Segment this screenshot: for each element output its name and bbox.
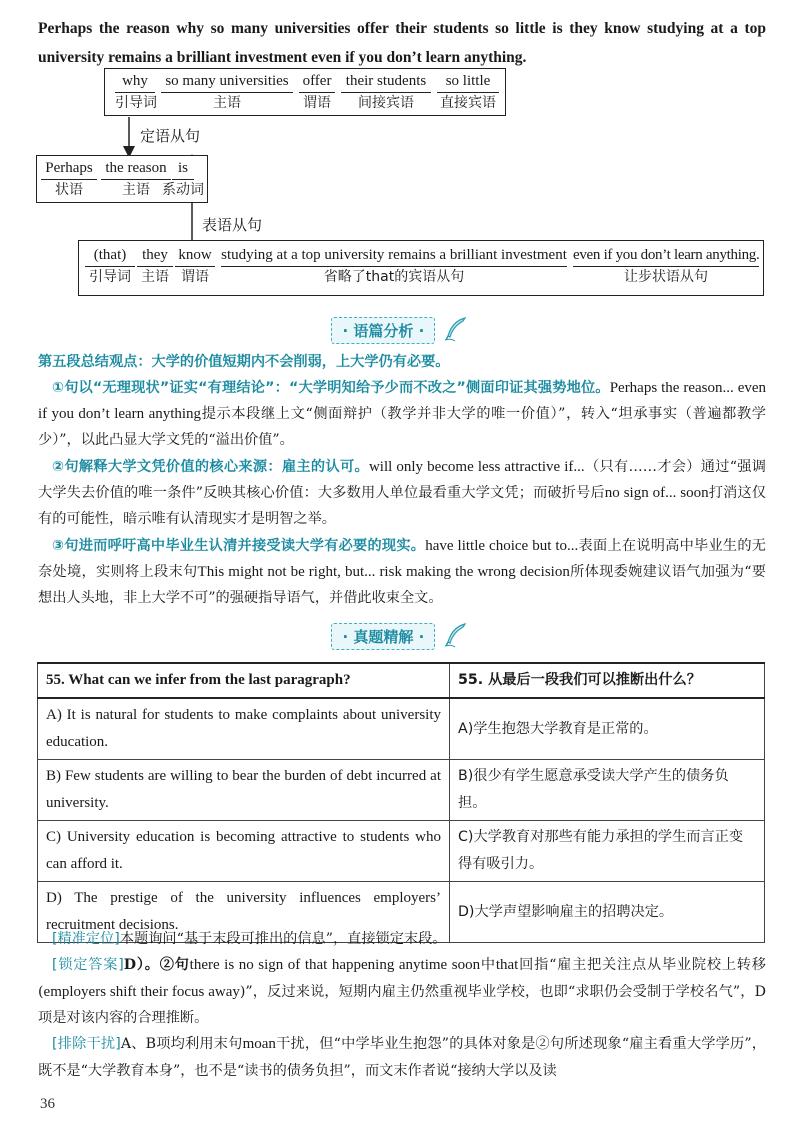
page-number: 36 — [40, 1096, 55, 1112]
arrow-label-predicative: 表语从句 — [202, 216, 263, 234]
question-zh: 55. 从最后一段我们可以推断出什么？ — [450, 663, 765, 698]
diagram-cell: is 系动词 — [162, 160, 204, 198]
analysis-point-2: ②句解释大学文凭价值的核心来源：雇主的认可。will only become less attractive if...（只有……才会）通过“强调大学失去价值的唯一条件”反映其核心价值：大多数用人单位最看重大学文凭；而破折号后no sign of... soon打消这仅有的可能性，暗示唯有认清现实才是明智之举。 — [38, 459, 766, 528]
section-title-questions: · 真题精解 · — [0, 622, 800, 652]
diagram-cell: why 引导词 — [115, 73, 157, 111]
diagram-cell: they 主语 — [137, 246, 173, 287]
intro-sentence: Perhaps the reason why so many universities offer their students so little is they know studying at a top university remains a brilliant investment even if you don’t learn anything. — [38, 20, 766, 66]
analysis-point-3: ③句进而呼吁高中毕业生认清并接受读大学有必要的现实。have little choice but to...表面上在说明高中毕业生的无奈处境，实则将上段末句This might not be right, but... risk making the wrong decision所体现委婉建议语气加强为“要想出人头地，非上大学不可”的强硬指导语气，并借此收束全文。 — [38, 538, 766, 607]
diagram-cell: know 谓语 — [175, 246, 215, 287]
diagram-cell: so little 直接宾语 — [437, 72, 499, 113]
option-d-en: D) The prestige of the university influences employers’ recruitment decisions. — [38, 882, 450, 943]
diagram-cell: studying at a top university remains a brilliant investment 省略了that的宾语从句 — [221, 247, 567, 285]
diagram-cell: the reason 主语 — [101, 159, 171, 200]
answer-key: [锁定答案]D）。②句there is no sign of that happening anytime soon中that回指“雇主把关注点从毕业院校上转移(employers shift their focus away)”，反过来说，短期内雇主仍然重视毕业学校，也即“求职仍会受制于学校名气”，D项是对该内容的合理推断。 — [38, 957, 766, 1026]
diagram-box-relative-clause — [104, 68, 506, 116]
answer-locate: [精准定位]本题询问“基于末段可推出的信息”，直接锁定末段。 — [52, 931, 447, 947]
diagram-cell: offer 谓语 — [299, 72, 335, 113]
section-title-analysis: · 语篇分析 · — [0, 316, 800, 346]
option-row — [38, 821, 765, 882]
option-b-zh: B)很少有学生愿意承受读大学产生的债务负担。 — [450, 760, 765, 821]
option-c-en: C) University education is becoming attractive to students who can afford it. — [38, 821, 450, 882]
diagram-cell: their students 间接宾语 — [341, 72, 431, 113]
diagram-box-main-clause — [36, 155, 208, 203]
analysis-point-1: ①句以“无理现状”证实“有理结论”：“大学明知给予少而不改之”侧面印证其强势地位。Perhaps the reason... even if you don’t learn anything提示本段继上文“侧面辩护（教学并非大学的唯一价值）”，转入“坦承事实（普遍都教学少）”，以此凸显大学文凭的“溢出价值”。 — [38, 380, 767, 449]
option-row — [38, 698, 765, 760]
option-row — [38, 760, 765, 821]
feather-pen-icon — [443, 622, 469, 652]
diagram-cell: Perhaps 状语 — [41, 159, 97, 200]
option-a-en: A) It is natural for students to make complaints about university education. — [38, 698, 450, 760]
analysis-summary: 第五段总结观点：大学的价值短期内不会削弱，上大学仍有必要。 — [38, 354, 450, 370]
feather-pen-icon — [443, 316, 469, 346]
diagram-box-predicative-clause — [78, 240, 764, 296]
diagram-cell: even if you don’t learn anything. 让步状语从句 — [573, 247, 760, 285]
diagram-cell: (that) 引导词 — [85, 246, 135, 287]
question-en: 55. What can we infer from the last paragraph? — [38, 663, 450, 698]
option-d-zh: D)大学声望影响雇主的招聘决定。 — [450, 882, 765, 943]
answer-exclude: [排除干扰]A、B项均利用末句moan干扰，但“中学毕业生抱怨”的具体对象是②句所述现象“雇主看重大学学历”，既不是“大学教育本身”，也不是“读书的债务负担”，而文末作者说“接纳大学以及读 — [38, 1036, 766, 1079]
question-header-row — [38, 663, 765, 698]
option-a-zh: A)学生抱怨大学教育是正常的。 — [450, 698, 765, 760]
diagram-cell: so many universities 主语 — [161, 72, 293, 113]
question-table — [37, 662, 765, 943]
option-c-zh: C)大学教育对那些有能力承担的学生而言正变得有吸引力。 — [450, 821, 765, 882]
arrow-label-attributive: 定语从句 — [140, 127, 201, 145]
option-b-en: B) Few students are willing to bear the burden of debt incurred at university. — [38, 760, 450, 821]
